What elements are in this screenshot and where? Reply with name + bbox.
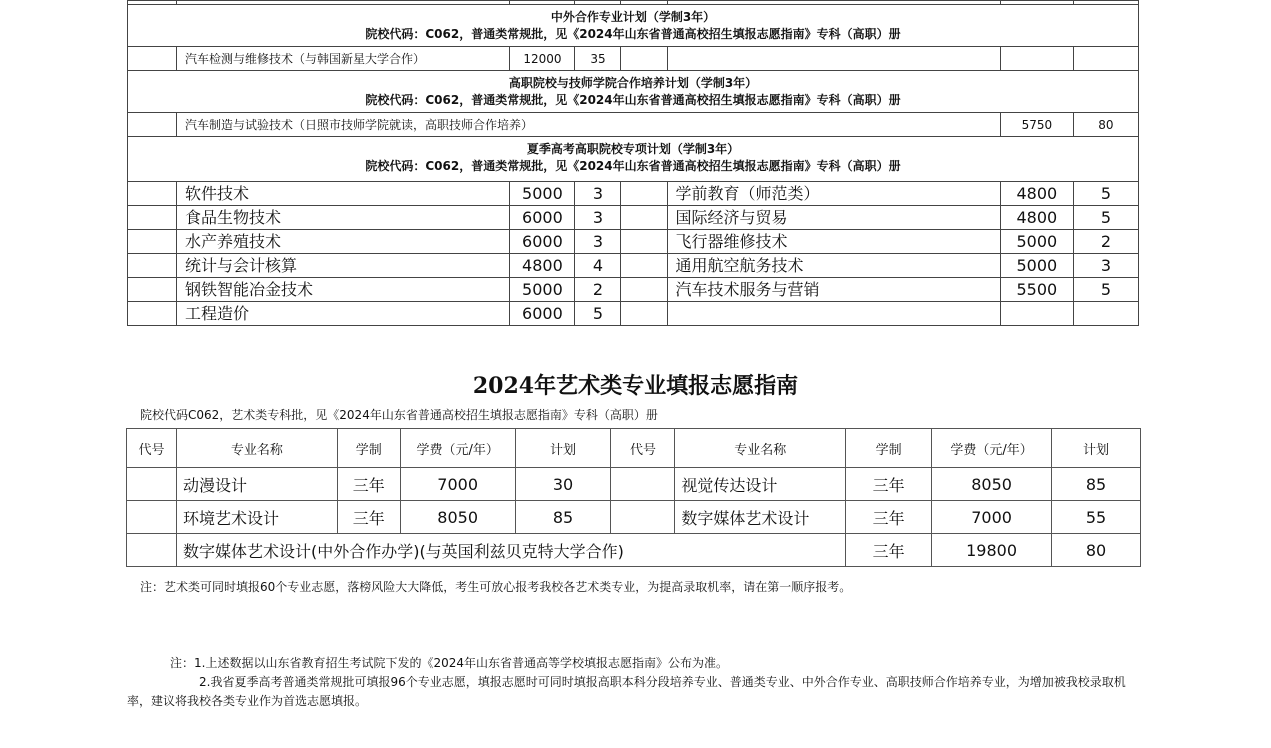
- major-name: 动漫设计: [176, 468, 337, 501]
- duration: 三年: [337, 501, 400, 534]
- header-code: 代号: [127, 429, 177, 468]
- major-name: 学前教育（师范类）: [667, 182, 1000, 206]
- plan-count: 55: [1052, 501, 1141, 534]
- table-row: [127, 501, 1141, 534]
- tuition-fee: 5000: [1000, 254, 1073, 278]
- tuition-fee: 4800: [1000, 182, 1073, 206]
- major-name: 汽车检测与维修技术（与韩国新星大学合作）: [177, 47, 510, 71]
- table-row: [128, 47, 1139, 71]
- section-subtitle: 院校代码：C062，普通类常规批，见《2024年山东省普通高校招生填报志愿指南》专科（高职）册: [365, 27, 901, 41]
- tuition-fee: 12000: [510, 47, 575, 71]
- tuition-fee: [1000, 302, 1073, 326]
- admission-plan-table: [127, 0, 1139, 326]
- header-name: 专业名称: [675, 429, 846, 468]
- major-name: [667, 302, 1000, 326]
- header-plan: 计划: [1052, 429, 1141, 468]
- header-plan: 计划: [515, 429, 611, 468]
- header-fee: 学费（元/年）: [400, 429, 515, 468]
- major-code: [611, 501, 675, 534]
- plan-count: 80: [1073, 113, 1138, 137]
- plan-count: [1073, 302, 1138, 326]
- section-header-zhongwai: [128, 5, 1139, 47]
- header-fee: 学费（元/年）: [932, 429, 1052, 468]
- tuition-fee: 8050: [400, 501, 515, 534]
- major-name: 汽车制造与试验技术（日照市技师学院就读，高职技师合作培养）: [177, 113, 1001, 137]
- plan-count: 85: [1052, 468, 1141, 501]
- plan-count: 85: [515, 501, 611, 534]
- section-subtitle: 院校代码：C062，普通类常规批，见《2024年山东省普通高校招生填报志愿指南》专科（高职）册: [365, 93, 901, 107]
- header-duration: 学制: [337, 429, 400, 468]
- table-row: [128, 230, 1139, 254]
- plan-count: 35: [575, 47, 621, 71]
- plan-count: 5: [575, 302, 621, 326]
- tuition-fee: 5750: [1000, 113, 1073, 137]
- tuition-fee: 5500: [1000, 278, 1073, 302]
- major-name: 钢铁智能冶金技术: [177, 278, 510, 302]
- table-header-row: [127, 429, 1141, 468]
- plan-count: 2: [1073, 230, 1138, 254]
- plan-count: 3: [1073, 254, 1138, 278]
- table-row: [127, 534, 1141, 567]
- table-row: [128, 113, 1139, 137]
- section-title: 高职院校与技师学院合作培养计划（学制3年）: [508, 76, 758, 90]
- plan-count: 3: [575, 230, 621, 254]
- footnote-1: 注：1.上述数据以山东省教育招生考试院下发的《2024年山东省普通高等学校填报志愿指南》公布为准。: [170, 656, 728, 670]
- plan-count: 5: [1073, 182, 1138, 206]
- section-title: 中外合作专业计划（学制3年）: [550, 10, 716, 24]
- plan-count: 3: [575, 206, 621, 230]
- plan-count: 4: [575, 254, 621, 278]
- plan-count: 3: [575, 182, 621, 206]
- section-subtitle: 院校代码：C062，普通类常规批，见《2024年山东省普通高校招生填报志愿指南》专科（高职）册: [365, 159, 901, 173]
- major-code: [127, 468, 177, 501]
- major-name: 通用航空航务技术: [667, 254, 1000, 278]
- table-row: [128, 182, 1139, 206]
- major-name: 数字媒体艺术设计(中外合作办学)(与英国利兹贝克特大学合作): [176, 534, 845, 567]
- table-row: [128, 206, 1139, 230]
- section-header-xiaji: [128, 137, 1139, 182]
- major-name: 水产养殖技术: [177, 230, 510, 254]
- plan-count: 2: [575, 278, 621, 302]
- footnote-2: 2.我省夏季高考普通类常规批可填报96个专业志愿，填报志愿时可同时填报高职本科分段培养专业、普通类专业、中外合作专业、高职技师合作培养专业，为增加被我校录取机率，建议将我校各类专业作为首选志愿填报。: [127, 675, 1126, 708]
- tuition-fee: 5000: [510, 182, 575, 206]
- duration: 三年: [337, 468, 400, 501]
- major-name: 软件技术: [177, 182, 510, 206]
- major-name: 食品生物技术: [177, 206, 510, 230]
- table-row: [127, 468, 1141, 501]
- tuition-fee: 5000: [1000, 230, 1073, 254]
- art-section-subtitle: 院校代码C062，艺术类专科批，见《2024年山东省普通高校招生填报志愿指南》专科（高职）册: [140, 408, 658, 422]
- tuition-fee: 6000: [510, 230, 575, 254]
- tuition-fee: 19800: [932, 534, 1052, 567]
- section-title: 夏季高考高职院校专项计划（学制3年）: [526, 142, 740, 156]
- tuition-fee: 4800: [1000, 206, 1073, 230]
- tuition-fee: 7000: [932, 501, 1052, 534]
- tuition-fee: 6000: [510, 302, 575, 326]
- plan-count: 5: [1073, 206, 1138, 230]
- major-code: [127, 534, 177, 567]
- table-row: [128, 254, 1139, 278]
- major-name: 视觉传达设计: [675, 468, 846, 501]
- duration: 三年: [846, 534, 932, 567]
- table-row: [128, 278, 1139, 302]
- major-name: 飞行器维修技术: [667, 230, 1000, 254]
- section-header-jishi: [128, 71, 1139, 113]
- art-majors-table: [126, 428, 1141, 567]
- tuition-fee: 4800: [510, 254, 575, 278]
- major-name: 汽车技术服务与营销: [667, 278, 1000, 302]
- plan-count: 80: [1052, 534, 1141, 567]
- art-note: 注：艺术类可同时填报60个专业志愿，落榜风险大大降低，考生可放心报考我校各艺术类专业，为提高录取机率，请在第一顺序报考。: [140, 580, 852, 594]
- header-code: 代号: [611, 429, 675, 468]
- tuition-fee: 7000: [400, 468, 515, 501]
- major-code: [127, 501, 177, 534]
- art-section-title: 2024年艺术类专业填报志愿指南: [472, 373, 799, 399]
- major-name: 统计与会计核算: [177, 254, 510, 278]
- tuition-fee: 5000: [510, 278, 575, 302]
- table-row: [128, 302, 1139, 326]
- plan-count: 5: [1073, 278, 1138, 302]
- plan-count: 30: [515, 468, 611, 501]
- tuition-fee: 6000: [510, 206, 575, 230]
- major-name: 工程造价: [177, 302, 510, 326]
- duration: 三年: [846, 501, 932, 534]
- major-name: 国际经济与贸易: [667, 206, 1000, 230]
- duration: 三年: [846, 468, 932, 501]
- major-name: 环境艺术设计: [176, 501, 337, 534]
- major-code: [611, 468, 675, 501]
- header-name: 专业名称: [176, 429, 337, 468]
- tuition-fee: 8050: [932, 468, 1052, 501]
- major-name: 数字媒体艺术设计: [675, 501, 846, 534]
- header-duration: 学制: [846, 429, 932, 468]
